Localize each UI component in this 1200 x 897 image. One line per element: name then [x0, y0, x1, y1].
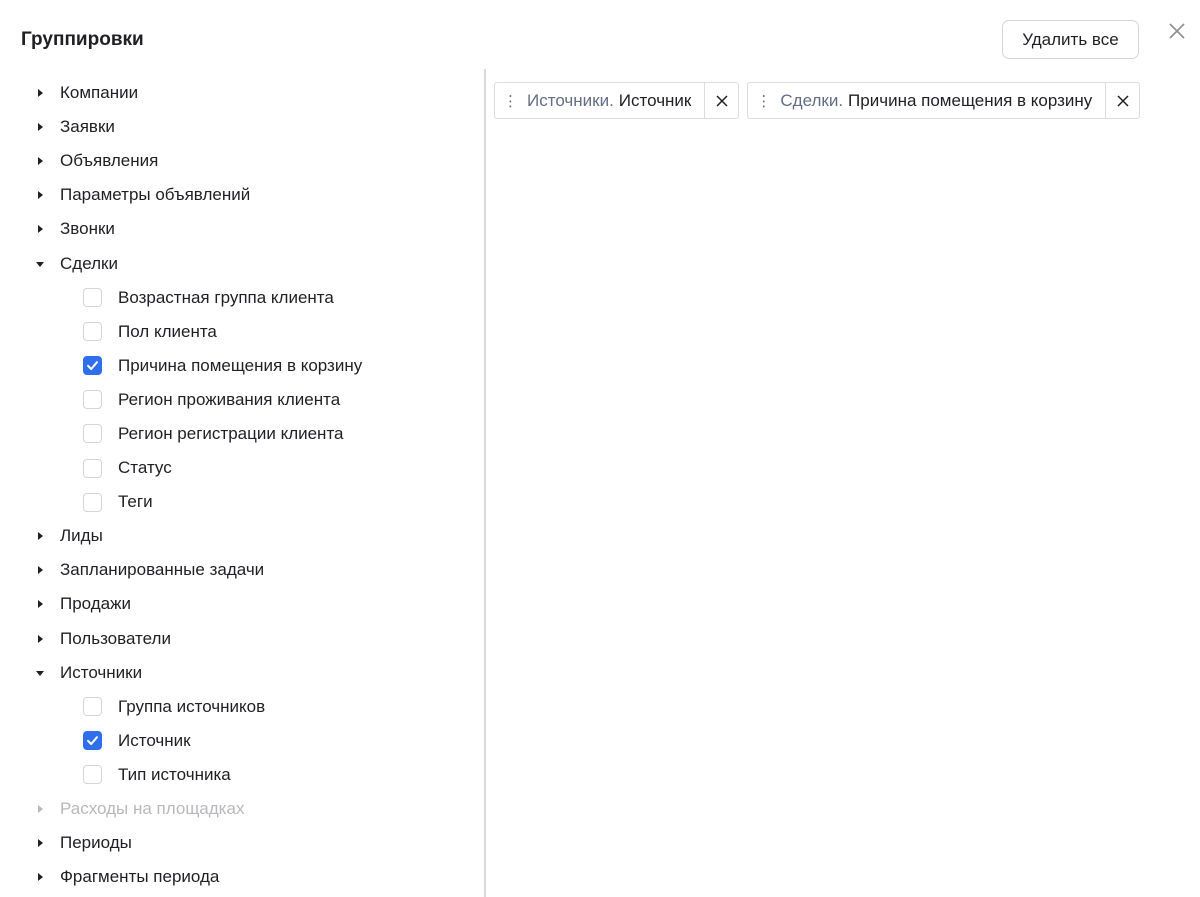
tree-group-item[interactable] [0, 76, 480, 110]
drag-handle-icon[interactable]: ⋮ [503, 92, 518, 110]
tree-item-label: Заявки [60, 117, 115, 137]
caret-right-icon[interactable] [35, 565, 45, 575]
tree-group-item[interactable] [0, 519, 480, 553]
tree-item-label: Звонки [60, 219, 115, 239]
tree-item-label: Продажи [60, 594, 131, 614]
tree-group-item[interactable] [0, 656, 480, 690]
tree-field-item[interactable] [0, 417, 480, 451]
close-icon [715, 94, 729, 108]
caret-right-icon[interactable] [35, 872, 45, 882]
tree-group-item[interactable] [0, 212, 480, 246]
field-checkbox[interactable] [83, 322, 102, 341]
tree-item-label: Сделки [60, 253, 118, 273]
tree-field-item[interactable] [0, 281, 480, 315]
caret-down-icon[interactable] [35, 668, 45, 678]
tree-item-label: Фрагменты периода [60, 867, 220, 887]
caret-right-icon[interactable] [35, 122, 45, 132]
tree-field-item[interactable] [0, 690, 480, 724]
tree-item-label: Причина помещения в корзину [118, 355, 363, 375]
panel-divider [484, 69, 486, 897]
tree-field-item[interactable] [0, 349, 480, 383]
field-checkbox[interactable] [83, 459, 102, 478]
tree-item-label: Группа источников [118, 696, 266, 716]
tree-item-label: Параметры объявлений [60, 185, 251, 205]
tree-group-item[interactable] [0, 587, 480, 621]
field-checkbox[interactable] [83, 288, 102, 307]
chip-field-label: Причина помещения в корзину [848, 90, 1093, 110]
close-icon [1116, 94, 1130, 108]
field-checkbox[interactable] [83, 356, 102, 375]
tree-field-item[interactable] [0, 485, 480, 519]
caret-right-icon[interactable] [35, 804, 45, 814]
tree-item-label: Лиды [60, 526, 103, 546]
tree-item-label: Расходы на площадках [60, 799, 245, 819]
tree-item-label: Источник [118, 730, 191, 750]
caret-right-icon[interactable] [35, 190, 45, 200]
tree-item-label: Пол клиента [118, 321, 217, 341]
checkmark-icon [86, 359, 99, 372]
tree-group-item[interactable] [0, 553, 480, 587]
tree-item-label: Тип источника [118, 764, 231, 784]
close-dialog-button[interactable] [1166, 20, 1188, 42]
grouping-tree [0, 76, 480, 894]
drag-handle-icon[interactable]: ⋮ [756, 92, 772, 110]
delete-all-button[interactable]: Удалить все [1002, 20, 1139, 59]
tree-field-item[interactable] [0, 315, 480, 349]
field-checkbox[interactable] [83, 424, 102, 443]
chip-field-label: Источник [618, 90, 692, 110]
tree-field-item[interactable] [0, 451, 480, 485]
chip-source-label: Сделки. [780, 90, 844, 110]
field-checkbox[interactable] [83, 493, 102, 512]
tree-field-item[interactable] [0, 758, 480, 792]
field-checkbox[interactable] [83, 390, 102, 409]
tree-item-label: Компании [60, 83, 139, 103]
tree-group-item[interactable] [0, 792, 480, 826]
tree-group-item[interactable] [0, 178, 480, 212]
field-checkbox[interactable] [83, 765, 102, 784]
page-title: Группировки [21, 29, 144, 50]
tree-item-label: Пользователи [60, 628, 171, 648]
caret-right-icon[interactable] [35, 599, 45, 609]
close-icon [1168, 22, 1186, 40]
caret-right-icon[interactable] [35, 634, 45, 644]
tree-field-item[interactable] [0, 383, 480, 417]
grouping-chip[interactable] [747, 82, 1140, 119]
tree-item-label: Запланированные задачи [60, 560, 265, 580]
grouping-chip[interactable] [494, 82, 739, 119]
checkmark-icon [86, 734, 99, 747]
tree-item-label: Возрастная группа клиента [118, 287, 334, 307]
tree-item-label: Периоды [60, 833, 132, 853]
selected-groupings [494, 82, 1148, 119]
tree-item-label: Регион регистрации клиента [118, 423, 344, 443]
tree-group-item[interactable] [0, 144, 480, 178]
caret-right-icon[interactable] [35, 531, 45, 541]
tree-item-label: Теги [118, 492, 153, 512]
tree-group-item[interactable] [0, 826, 480, 860]
tree-item-label: Статус [118, 458, 172, 478]
remove-chip-button[interactable] [1105, 83, 1139, 118]
tree-group-item[interactable] [0, 622, 480, 656]
chip-body[interactable] [748, 83, 1105, 118]
caret-down-icon[interactable] [35, 259, 45, 269]
tree-item-label: Регион проживания клиента [118, 389, 341, 409]
tree-group-item[interactable] [0, 860, 480, 894]
field-checkbox[interactable] [83, 697, 102, 716]
caret-right-icon[interactable] [35, 224, 45, 234]
tree-item-label: Объявления [60, 151, 159, 171]
chip-body[interactable] [495, 83, 704, 118]
tree-group-item[interactable] [0, 110, 480, 144]
tree-item-label: Источники [60, 662, 143, 682]
remove-chip-button[interactable] [704, 83, 738, 118]
tree-field-item[interactable] [0, 724, 480, 758]
tree-group-item[interactable] [0, 246, 480, 280]
chip-source-label: Источники. [527, 90, 614, 110]
caret-right-icon[interactable] [35, 838, 45, 848]
caret-right-icon[interactable] [35, 88, 45, 98]
caret-right-icon[interactable] [35, 156, 45, 166]
field-checkbox[interactable] [83, 731, 102, 750]
